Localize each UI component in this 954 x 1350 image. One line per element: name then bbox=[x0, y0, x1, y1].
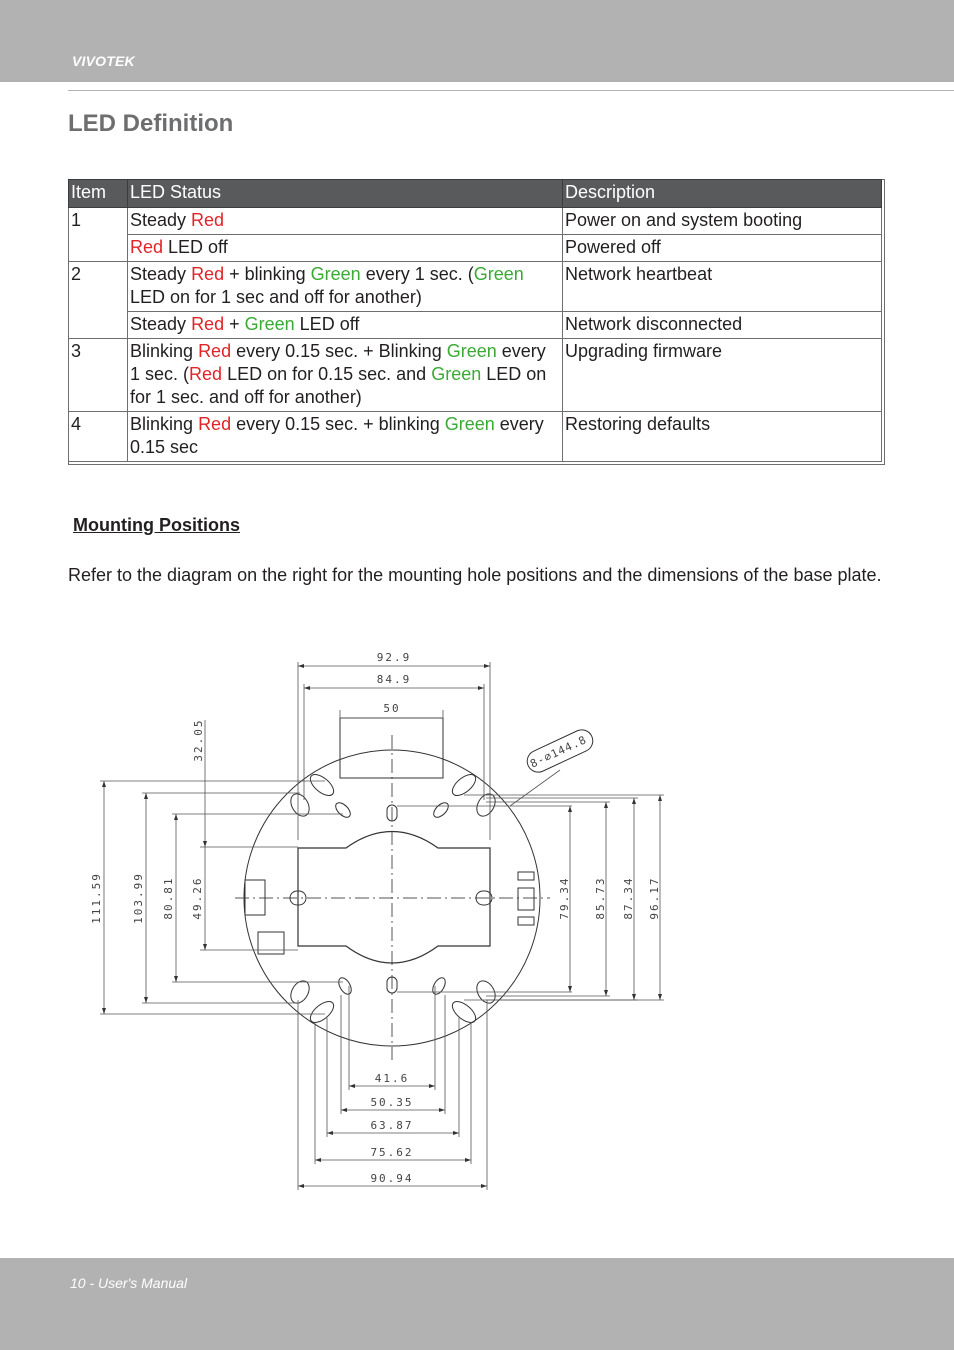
header-item: Item bbox=[69, 180, 128, 208]
description-cell: Network heartbeat bbox=[563, 262, 882, 312]
dim-left-1: 103.99 bbox=[132, 872, 145, 924]
description-cell: Power on and system booting bbox=[563, 208, 882, 235]
header-bar bbox=[0, 0, 954, 82]
dim-right-0: 79.34 bbox=[558, 876, 571, 920]
dim-top-2: 50 bbox=[383, 702, 401, 715]
footer-bar bbox=[0, 1258, 954, 1350]
table-header-row bbox=[69, 180, 882, 208]
status-cell: Steady Red + blinking Green every 1 sec. (Green LED on for 1 sec and off for another) bbox=[128, 262, 563, 312]
status-cell: Steady Red bbox=[128, 208, 563, 235]
item-cell: 4 bbox=[69, 412, 128, 462]
status-cell: Red LED off bbox=[128, 235, 563, 262]
page-title: LED Definition bbox=[68, 110, 234, 137]
dim-bottom-0: 41.6 bbox=[374, 1072, 410, 1085]
dim-diameter-label: 8-∅144.8 bbox=[528, 733, 589, 771]
header-divider bbox=[68, 90, 954, 91]
table-row bbox=[69, 339, 882, 412]
dim-bottom-2: 63.87 bbox=[370, 1119, 414, 1132]
table-row bbox=[69, 262, 882, 312]
base-plate-diagram bbox=[60, 640, 680, 1210]
table-row bbox=[69, 412, 882, 462]
red-word: Red bbox=[130, 237, 164, 257]
dim-left-0: 111.59 bbox=[90, 872, 103, 924]
item-cell: 3 bbox=[69, 339, 128, 412]
dim-top-0: 92.9 bbox=[376, 651, 412, 664]
description-cell: Restoring defaults bbox=[563, 412, 882, 462]
led-definition-table bbox=[68, 179, 882, 462]
status-cell: Steady Red + Green LED off bbox=[128, 312, 563, 339]
table-row bbox=[69, 312, 882, 339]
description-cell: Powered off bbox=[563, 235, 882, 262]
dim-right-3: 96.17 bbox=[648, 876, 661, 920]
header-led-status: LED Status bbox=[128, 180, 563, 208]
description-cell: Network disconnected bbox=[563, 312, 882, 339]
center-cutout bbox=[298, 832, 490, 964]
dim-right-2: 87.34 bbox=[622, 876, 635, 920]
dim-left-2: 80.81 bbox=[162, 876, 175, 920]
dim-bottom-1: 50.35 bbox=[370, 1096, 414, 1109]
item-cell: 1 bbox=[69, 208, 128, 262]
dim-bottom-4: 90.94 bbox=[370, 1172, 414, 1185]
status-cell: Blinking Red every 0.15 sec. + Blinking Green every 1 sec. (Red LED on for 0.15 sec. and Green LED on for 1 sec. and off for another) bbox=[128, 339, 563, 412]
description-cell: Upgrading firmware bbox=[563, 339, 882, 412]
red-word: Red bbox=[191, 210, 225, 230]
item-cell: 2 bbox=[69, 262, 128, 339]
mounting-positions-heading: Mounting Positions bbox=[73, 515, 240, 535]
dim-top-1: 84.9 bbox=[376, 673, 412, 686]
dim-left-4: 32.05 bbox=[192, 718, 205, 762]
dim-left-3: 49.26 bbox=[191, 876, 204, 920]
mounting-body-text: Refer to the diagram on the right for the mounting hole positions and the dimensions of the base plate. bbox=[68, 565, 882, 585]
footer-page-label: 10 - User's Manual bbox=[70, 1275, 188, 1291]
brand-logo: VIVOTEK bbox=[72, 53, 135, 69]
table-row bbox=[69, 235, 882, 262]
dim-bottom-3: 75.62 bbox=[370, 1146, 414, 1159]
header-description: Description bbox=[563, 180, 882, 208]
dim-right-1: 85.73 bbox=[594, 876, 607, 920]
status-cell: Blinking Red every 0.15 sec. + blinking Green every 0.15 sec bbox=[128, 412, 563, 462]
table-row bbox=[69, 208, 882, 235]
